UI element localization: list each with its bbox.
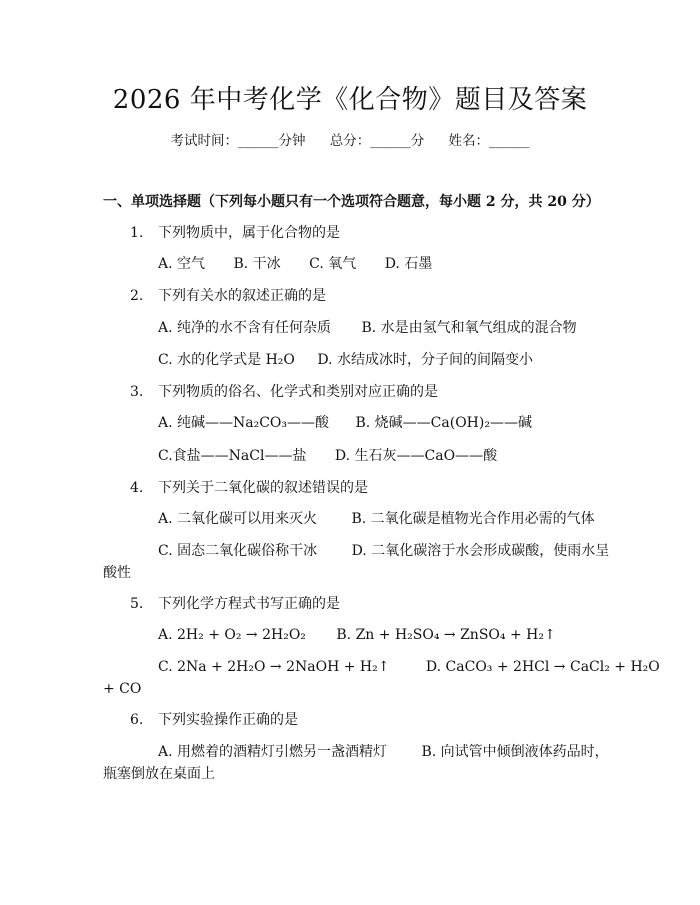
- question-number: 5.: [130, 596, 144, 612]
- option-d: D. 二氧化碳溶于水会形成碳酸，使雨水呈: [351, 543, 610, 559]
- question-1: [130, 223, 340, 243]
- question-5-options-row2: [158, 657, 660, 677]
- option-a: A. 空气: [158, 256, 206, 272]
- question-4-options-row1: [158, 509, 595, 529]
- option-b: B. Zn + H₂SO₄ → ZnSO₄ + H₂↑: [336, 627, 556, 643]
- question-6: [130, 710, 298, 730]
- question-stem: 下列物质的俗名、化学式和类别对应正确的是: [158, 384, 438, 400]
- question-3-options-row1: [158, 413, 532, 433]
- option-b: B. 烧碱——Ca(OH)₂——碱: [355, 415, 532, 431]
- question-number: 1.: [130, 225, 144, 241]
- option-a: A. 2H₂ + O₂ → 2H₂O₂: [158, 627, 306, 643]
- option-b: B. 干冰: [233, 256, 281, 272]
- question-5: [130, 594, 340, 614]
- question-2-options-row1: [158, 318, 577, 338]
- question-5-options-row1: [158, 625, 556, 645]
- question-2-options-row2: [158, 350, 533, 370]
- option-c: C. 氧气: [309, 256, 357, 272]
- question-3: [130, 382, 438, 402]
- name-field: 姓名：______: [448, 133, 530, 149]
- option-d: D. 水结成冰时，分子间的间隔变小: [317, 352, 533, 368]
- question-4-options-row2: [158, 541, 609, 561]
- question-4-option-d-continued: 酸性: [103, 565, 131, 581]
- option-b: B. 向试管中倾倒液体药品时，: [421, 744, 609, 760]
- question-6-option-b-continued: 瓶塞倒放在桌面上: [103, 766, 215, 782]
- exam-time-field: 考试时间：______分钟: [170, 133, 306, 149]
- question-stem: 下列化学方程式书写正确的是: [158, 596, 340, 612]
- option-c: C. 水的化学式是 H₂O: [158, 352, 295, 368]
- option-c: C. 2Na + 2H₂O → 2NaOH + H₂↑: [158, 659, 390, 675]
- question-number: 2.: [130, 288, 144, 304]
- question-number: 3.: [130, 384, 144, 400]
- option-d: D. CaCO₃ + 2HCl → CaCl₂ + H₂O: [425, 659, 660, 675]
- option-c: C. 固态二氧化碳俗称干冰: [158, 543, 318, 559]
- question-2: [130, 286, 326, 306]
- total-score-field: 总分：______分: [329, 133, 425, 149]
- question-5-option-d-continued: + CO: [103, 681, 142, 697]
- option-d: D. 生石灰——CaO——酸: [334, 448, 498, 464]
- option-d: D. 石墨: [384, 256, 433, 272]
- option-a: A. 用燃着的酒精灯引燃另一盏酒精灯: [158, 744, 388, 760]
- question-stem: 下列物质中，属于化合物的是: [158, 225, 340, 241]
- section-heading: 一、单项选择题（下列每小题只有一个选项符合题意，每小题 2 分，共 20 分）: [103, 194, 600, 210]
- option-a: A. 纯碱——Na₂CO₃——酸: [158, 415, 330, 431]
- option-a: A. 纯净的水不含有任何杂质: [158, 320, 332, 336]
- question-4: [130, 478, 368, 498]
- option-b: B. 水是由氢气和氧气组成的混合物: [361, 320, 577, 336]
- question-number: 4.: [130, 480, 144, 496]
- option-a: A. 二氧化碳可以用来灭火: [158, 511, 318, 527]
- page-title: 2026 年中考化学《化合物》题目及答案: [112, 85, 588, 115]
- question-6-options-row1: [158, 742, 609, 762]
- exam-meta: [0, 131, 700, 151]
- question-stem: 下列关于二氧化碳的叙述错误的是: [158, 480, 368, 496]
- question-stem: 下列有关水的叙述正确的是: [158, 288, 326, 304]
- question-number: 6.: [130, 712, 144, 728]
- question-stem: 下列实验操作正确的是: [158, 712, 298, 728]
- option-b: B. 二氧化碳是植物光合作用必需的气体: [351, 511, 595, 527]
- option-c: C.食盐——NaCl——盐: [158, 448, 307, 464]
- question-1-options: [158, 254, 432, 274]
- question-3-options-row2: [158, 446, 497, 466]
